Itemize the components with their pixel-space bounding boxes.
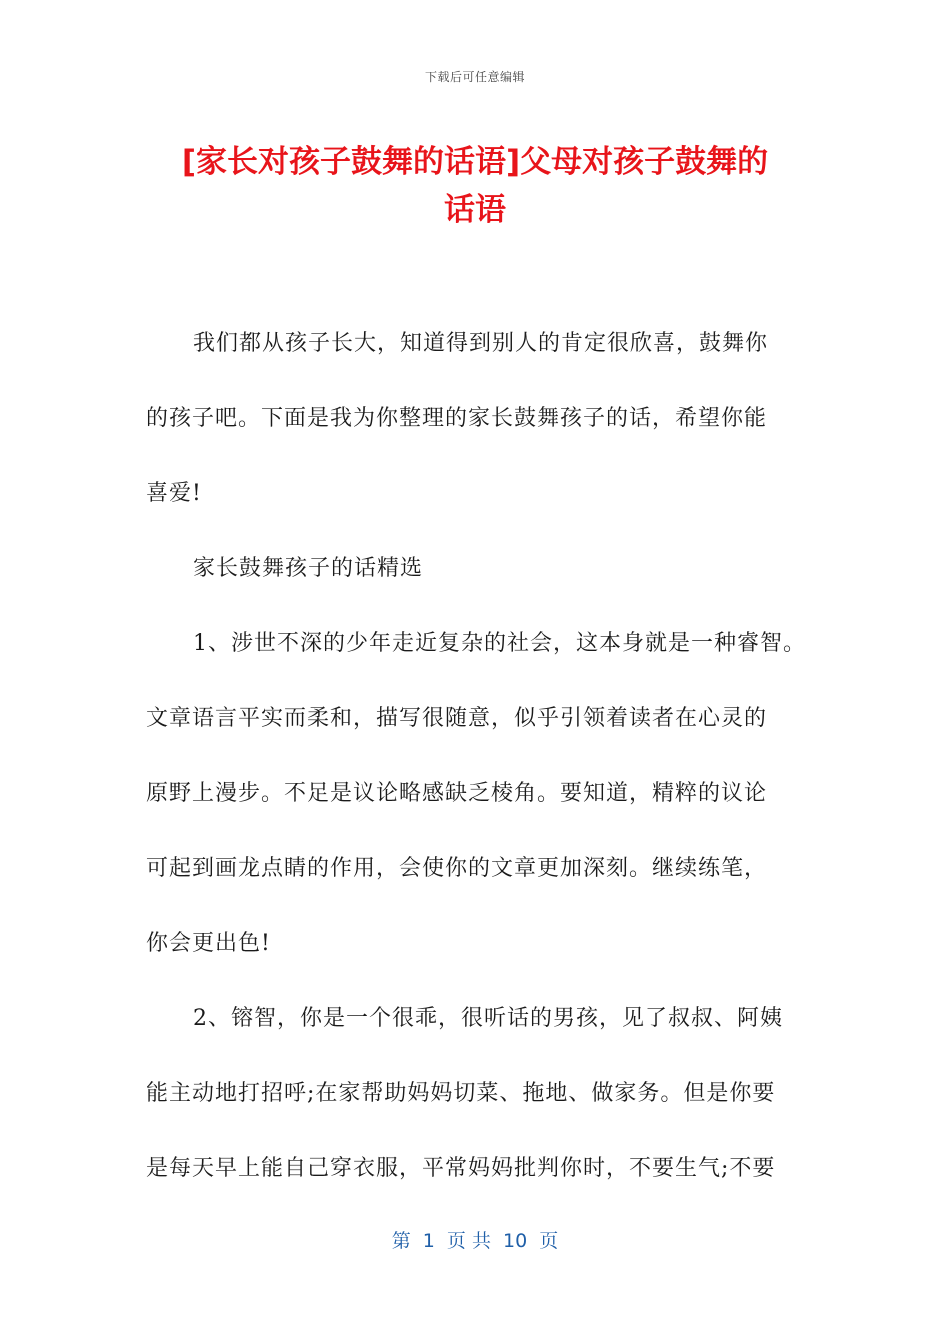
text-line: 能主动地打招呼;在家帮助妈妈切菜、拖地、做家务。但是你要	[146, 1081, 776, 1106]
text-line: 2、镕智，你是一个很乖，很听话的男孩，见了叔叔、阿姨	[193, 1006, 783, 1031]
page-number-footer: 第 1 页 共 10 页	[391, 1230, 559, 1252]
text-line: 文章语言平实而柔和，描写很随意，似乎引领着读者在心灵的	[146, 706, 768, 731]
text-line: 原野上漫步。不足是议论略感缺乏棱角。要知道，精粹的议论	[146, 781, 768, 806]
text-line: 可起到画龙点睛的作用，会使你的文章更加深刻。继续练笔，	[146, 856, 768, 881]
section-heading: 家长鼓舞孩子的话精选	[193, 556, 424, 581]
title-line-1: [家长对孩子鼓舞的话语]父母对孩子鼓舞的	[181, 144, 769, 180]
text-line: 喜爱!	[146, 481, 202, 506]
text-line: 1、涉世不深的少年走近复杂的社会，这本身就是一种睿智。	[193, 631, 806, 656]
document-body	[146, 306, 826, 1206]
text-line: 是每天早上能自己穿衣服，平常妈妈批判你时，不要生气;不要	[146, 1156, 776, 1181]
text-line: 你会更出色!	[146, 931, 271, 956]
header-note: 下载后可任意编辑	[424, 70, 525, 84]
text-line: 我们都从孩子长大，知道得到别人的肯定很欣喜，鼓舞你	[193, 331, 769, 356]
document-title	[100, 138, 850, 234]
text-line: 的孩子吧。下面是我为你整理的家长鼓舞孩子的话，希望你能	[146, 406, 768, 431]
title-line-2: 话语	[444, 192, 506, 228]
